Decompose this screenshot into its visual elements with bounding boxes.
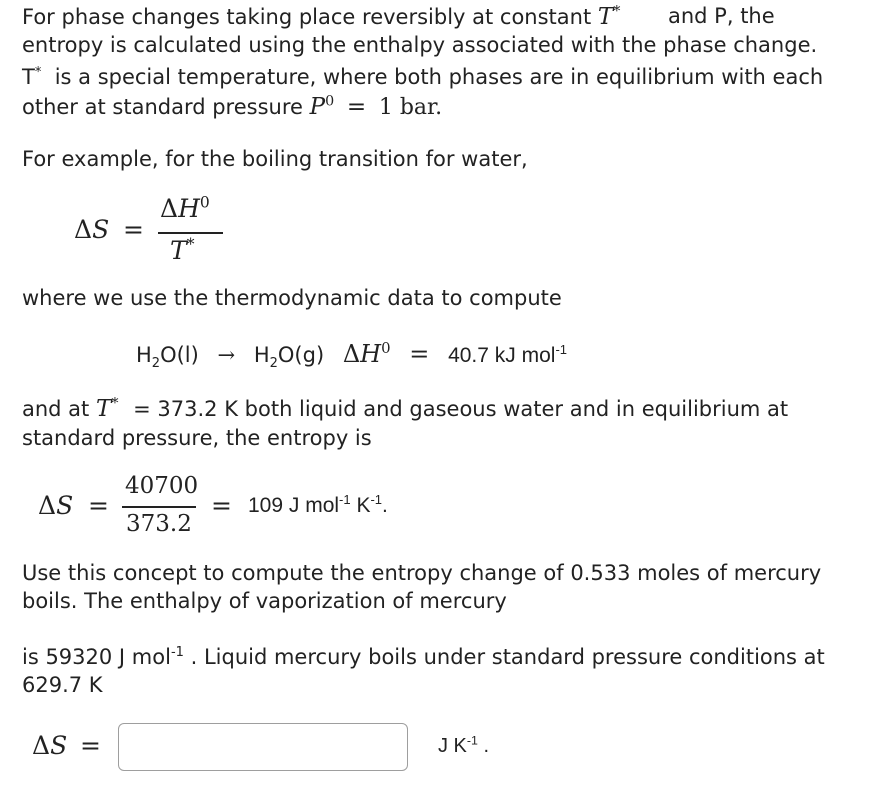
answer-input[interactable] (118, 723, 408, 771)
fraction-numerator: $\Delta H^0$ (160, 193, 210, 223)
calc-equals: = (88, 491, 109, 520)
water-liquid: $H_2O(l)$ (136, 343, 199, 372)
answer-unit: J $K^{-1}$ . (438, 733, 490, 757)
thermo-lead: where we use the thermodynamic data to compute (22, 286, 562, 310)
fraction-denominator: T* (170, 235, 195, 265)
T-star-symbol-2: T* (95, 395, 119, 422)
calc-equals-2: = (211, 491, 232, 520)
calc-delta-s: ΔS (38, 491, 74, 520)
delta-h-value: 40.7 kJ mol$^{-1}$ (448, 342, 568, 367)
example-lead: For example, for the boiling transition for water, (22, 147, 528, 171)
T-star-symbol: T* (597, 3, 621, 30)
answer-delta-s: ΔS (32, 731, 68, 760)
intro-line-1-end: and P, the (668, 4, 775, 28)
intro-line-2: entropy is calculated using the enthalpy associated with the phase change. (22, 33, 818, 57)
intro-line-3: T* is a special temperature, where both phases are in equilibrium with each (22, 65, 824, 89)
equilibrium-line-2: standard pressure, the entropy is (22, 426, 372, 450)
T-star-inline: T* (22, 65, 42, 89)
equilibrium-line-1: and at T* = 373.2 K both liquid and gaseous water and in equilibrium at (22, 395, 789, 422)
water-gas: $H_2O(g)$ (253, 343, 325, 372)
calc-denominator: 373.2 (126, 511, 192, 537)
problem-line-2: boils. The enthalpy of vaporization of mercury (22, 589, 507, 613)
delta-h-symbol: $\Delta H^0$ (342, 339, 391, 368)
problem-line-3: is 59320 J mol$^{-1}$ . Liquid mercury boils under standard pressure conditions at (22, 645, 825, 669)
answer-equals: = (80, 731, 101, 760)
intro-line-4: other at standard pressure $P^0 = 1$ bar. (22, 93, 443, 120)
calc-numerator: 40700 (125, 473, 199, 499)
delta-s-label: ΔS (74, 215, 110, 244)
problem-line-1: Use this concept to compute the entropy change of 0.533 moles of mercury (22, 561, 822, 585)
P0-symbol: $P^0$ (309, 93, 335, 120)
intro-line-1: For phase changes taking place reversibly at constant T* (22, 3, 621, 30)
arrow-icon: → (217, 343, 236, 367)
reaction-equation: $H_2O(l) \to H_2O(g) \Delta H^0 = 40.7$ kJ mol$^{-1}$ (136, 339, 568, 372)
calc-fraction-bar (122, 506, 196, 508)
fraction-bar (158, 232, 223, 234)
calc-result: 109 J mol$^{-1}$ $K^{-1}$. (248, 492, 388, 517)
problem-line-4: 629.7 K (22, 673, 103, 697)
equals-sign: = (123, 215, 144, 244)
